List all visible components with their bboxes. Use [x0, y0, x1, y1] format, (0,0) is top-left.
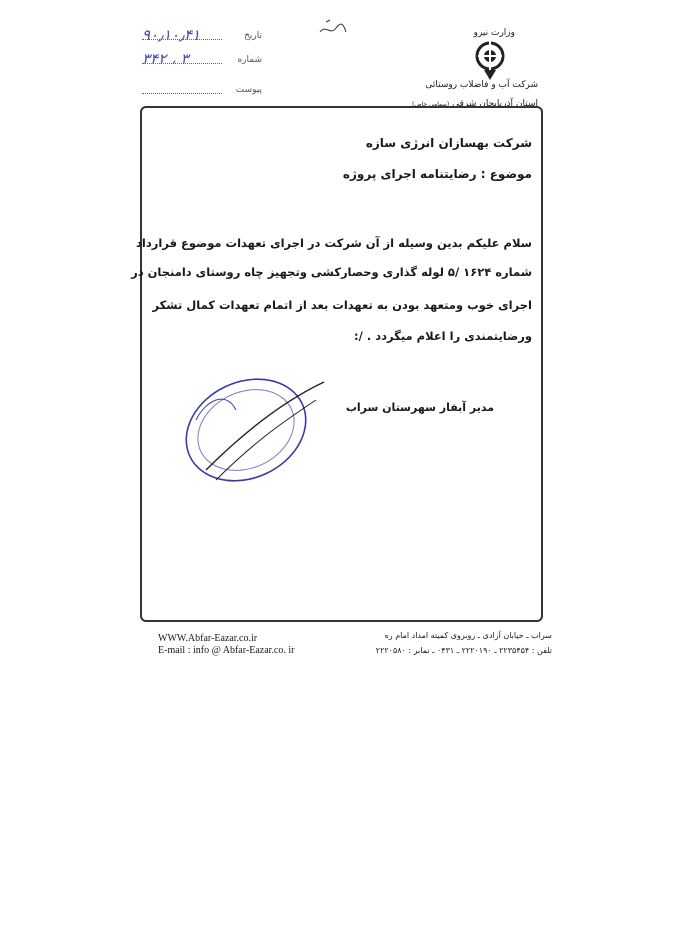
body-line-1: سلام علیکم بدین وسیله از آن شرکت در اجرای تعهدات موضوع قرارداد: [136, 236, 532, 250]
postal-address: سراب ـ خیابان آزادی ـ روبروی کمیته امداد امام ره: [384, 631, 552, 640]
handwritten-scribble: [318, 18, 348, 40]
attachment-underline: [142, 93, 222, 94]
phone-numbers: تلفن : ۲۲۳۵۴۵۴ ـ ۲۲۲۰۱۹۰ ـ ۰۴۳۱ ـ نمابر : ۲۲۲۰۵۸۰: [375, 646, 552, 655]
addressee: شرکت بهسازان انرژی سازه: [365, 136, 532, 150]
date-value: ۹۰٫۱۰٫۴۱: [142, 26, 201, 44]
official-stamp: [176, 360, 326, 500]
company-name: شرکت آب و فاضلاب روستائی: [425, 80, 538, 90]
number-underline: [142, 63, 222, 64]
body-line-2: شماره ۱۶۲۴ /۵ لوله گذاری وحصارکشی وتجهیز چاه روستای دامنجان در: [131, 265, 532, 279]
province-label: استان آذربایجان شرقی: [452, 99, 538, 109]
date-row: [142, 26, 262, 44]
attachment-label: پیوست: [235, 85, 262, 95]
subject-line: موضوع : رضایتنامه اجرای پروژه: [342, 167, 532, 181]
number-value: ۳۴۲ ، ۳: [142, 50, 189, 68]
province-note: (سهامی خاص): [411, 101, 450, 108]
ministry-name: وزارت نیرو: [473, 28, 515, 38]
attachment-row: [142, 80, 262, 98]
date-label: تاریخ: [244, 31, 262, 41]
number-row: [142, 50, 262, 68]
body-line-4: ورضایتمندی را اعلام میگردد . /:: [354, 329, 532, 343]
date-underline: [142, 39, 222, 40]
number-label: شماره: [237, 55, 262, 65]
website-address: WWW.Abfar-Eazar.co.ir: [158, 633, 258, 644]
body-line-3: اجرای خوب ومتعهد بودن به تعهدات بعد از اتمام تعهدات کمال تشکر: [152, 298, 532, 312]
email-address: E-mail : info @ Abfar-Eazar.co. ir: [158, 645, 295, 656]
organization-logo: [470, 36, 510, 82]
signer-title: مدیر آبفار سهرستان سراب: [345, 401, 494, 414]
